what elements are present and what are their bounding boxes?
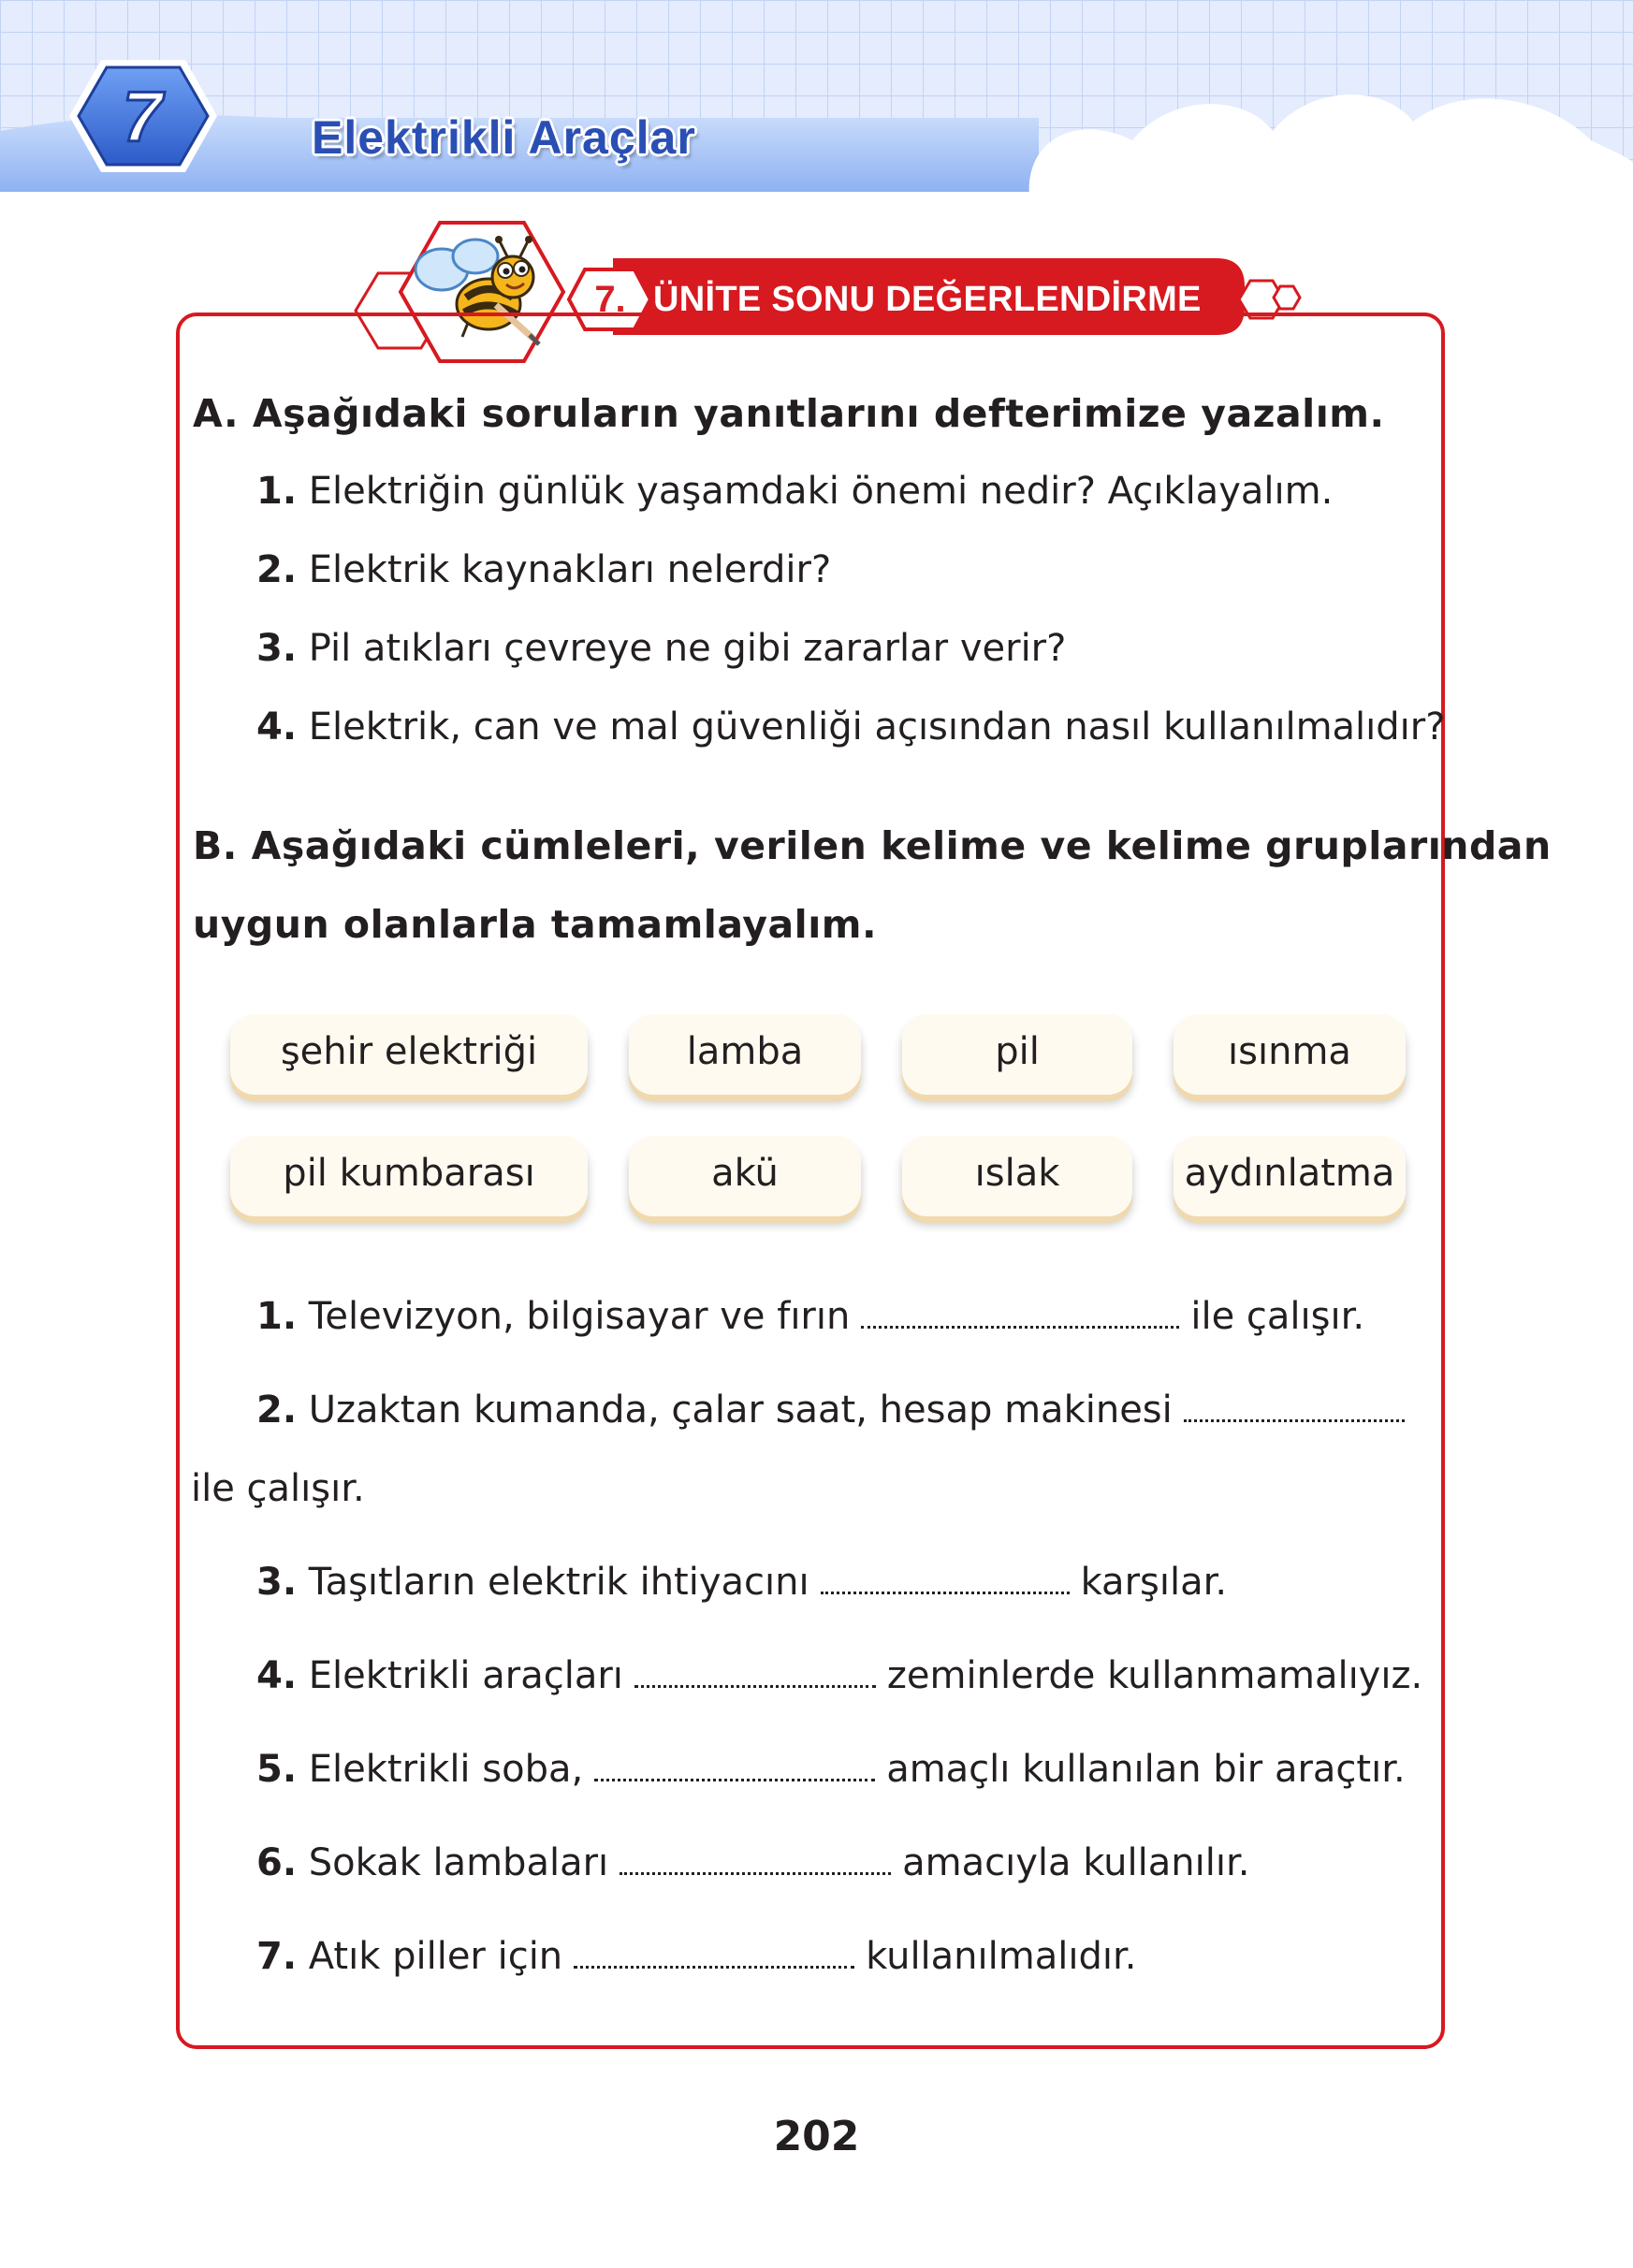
question-text: Elektriğin günlük yaşamdaki önemi nedir? Açıklayalım. <box>308 470 1334 513</box>
word-chip: akü <box>629 1136 861 1216</box>
sentence-7 <box>256 1935 1136 1978</box>
sentence-number: 5. <box>256 1748 298 1791</box>
word-chip: ısınma <box>1174 1014 1406 1095</box>
sentence-before: Uzaktan kumanda, çalar saat, hesap makinesi <box>308 1388 1173 1432</box>
header-background <box>0 0 1633 201</box>
sentence-before: Sokak lambaları <box>308 1841 609 1884</box>
sentence-before: Atık piller için <box>308 1935 563 1978</box>
question-3 <box>256 627 1066 670</box>
sentence-before: Elektrikli soba, <box>308 1748 584 1791</box>
answer-blank[interactable] <box>594 1773 875 1781</box>
sentence-after: karşılar. <box>1080 1561 1228 1604</box>
section-a-title: A. Aşağıdaki soruların yanıtlarını defterimize yazalım. <box>193 391 1385 436</box>
sentence-number: 3. <box>256 1561 298 1604</box>
sentence-3 <box>256 1561 1227 1604</box>
question-text: Elektrik, can ve mal güvenliği açısından nasıl kullanılmalıdır? <box>308 705 1446 749</box>
word-chip: lamba <box>629 1014 861 1095</box>
question-4 <box>256 705 1445 749</box>
question-number: 1. <box>256 470 298 513</box>
sentence-before: Televizyon, bilgisayar ve fırın <box>308 1295 851 1338</box>
sentence-2-continuation: ile çalışır. <box>191 1467 365 1510</box>
sentence-after: zeminlerde kullanmamalıyız. <box>886 1654 1423 1697</box>
word-chip: pil kumbarası <box>230 1136 588 1216</box>
sentence-before: Taşıtların elektrik ihtiyacını <box>308 1561 809 1604</box>
sentence-number: 2. <box>256 1388 298 1432</box>
word-chip: ıslak <box>902 1136 1132 1216</box>
sentence-1 <box>256 1295 1364 1338</box>
answer-blank[interactable] <box>861 1320 1179 1329</box>
section-b-title-line1: B. Aşağıdaki cümleleri, verilen kelime ve kelime gruplarından <box>193 823 1552 868</box>
question-number: 3. <box>256 627 298 670</box>
sentence-number: 4. <box>256 1654 298 1697</box>
sentence-number: 1. <box>256 1295 298 1338</box>
sentence-6 <box>256 1841 1249 1884</box>
answer-blank[interactable] <box>574 1960 854 1969</box>
question-number: 2. <box>256 548 298 591</box>
sentence-number: 6. <box>256 1841 298 1884</box>
sentence-before: Elektrikli araçları <box>308 1654 623 1697</box>
word-chip: pil <box>902 1014 1132 1095</box>
section-b-title-line2: uygun olanlarla tamamlayalım. <box>193 902 878 947</box>
sentence-2 <box>256 1388 1405 1432</box>
answer-blank[interactable] <box>620 1867 891 1875</box>
sentence-after: amacıyla kullanılır. <box>902 1841 1250 1884</box>
sentence-after: kullanılmalıdır. <box>866 1935 1137 1978</box>
word-chip: aydınlatma <box>1174 1136 1406 1216</box>
answer-blank[interactable] <box>821 1586 1070 1594</box>
word-chip: şehir elektriği <box>230 1014 588 1095</box>
question-number: 4. <box>256 705 298 749</box>
sentence-5 <box>256 1748 1406 1791</box>
unit-title: Elektrikli Araçlar <box>312 111 696 164</box>
sentence-after: ile çalışır. <box>1190 1295 1365 1338</box>
question-text: Pil atıkları çevreye ne gibi zararlar verir? <box>308 627 1067 670</box>
sentence-4 <box>256 1654 1422 1697</box>
sentence-number: 7. <box>256 1935 298 1978</box>
answer-blank[interactable] <box>1184 1414 1405 1422</box>
unit-number: 7 <box>122 78 163 157</box>
sentence-after: amaçlı kullanılan bir araçtır. <box>886 1748 1406 1791</box>
page-number: 202 <box>773 2113 860 2160</box>
question-1 <box>256 470 1333 513</box>
answer-blank[interactable] <box>634 1679 876 1688</box>
question-text: Elektrik kaynakları nelerdir? <box>308 548 832 591</box>
banner-number: 7. <box>594 279 626 320</box>
page-header <box>0 0 1633 201</box>
banner-title: ÜNİTE SONU DEĞERLENDİRME <box>653 280 1202 319</box>
question-2 <box>256 548 831 591</box>
